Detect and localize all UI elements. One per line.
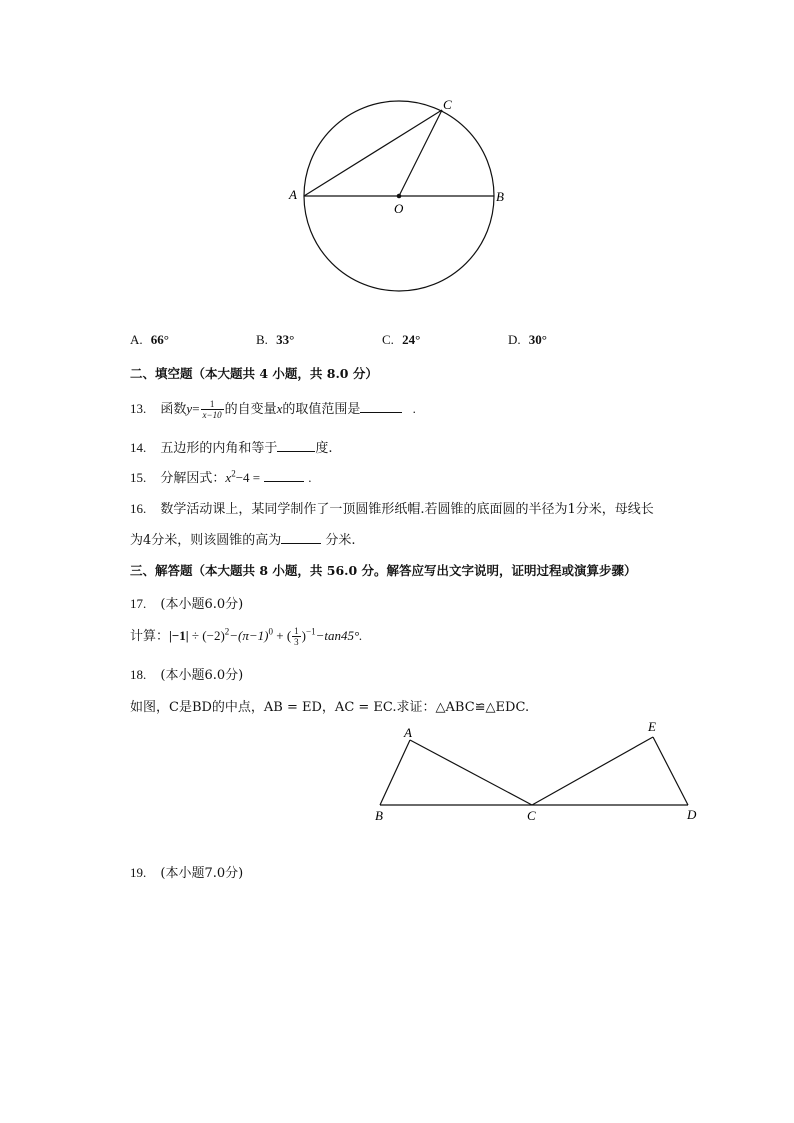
segment-ed — [653, 737, 688, 805]
segment-ab — [380, 740, 410, 805]
triangles-figure — [365, 715, 710, 830]
choice-a-letter: A. — [130, 332, 143, 347]
q17-tan: −tan45°. — [315, 628, 363, 643]
choice-c — [382, 332, 420, 348]
q15-number: 15. — [130, 470, 147, 485]
q17-label: (本小题6.0分) — [160, 597, 244, 612]
q13-text-2: 的自变量 — [224, 402, 277, 417]
q17-close: ) — [301, 628, 307, 643]
question-17-header — [130, 593, 243, 612]
q16-line-1-text: 数学活动课上，某同学制作了一顶圆锥形纸帽.若圆锥的底面圆的半径为1分米，母线长 — [160, 502, 654, 517]
section-3-heading: 三、解答题（本大题共 8 小题，共 56.0 分。解答应写出文字说明，证明过程或演算步骤） — [130, 563, 637, 578]
choice-b-value: 33° — [276, 332, 295, 347]
question-15 — [130, 467, 312, 486]
q17-exp-2: 2 — [224, 626, 230, 637]
q16-line-2-text-a: 为4分米，则该圆锥的高为 — [130, 533, 282, 548]
circle-figure — [280, 90, 520, 305]
q15-expr-rest: −4 = — [235, 470, 261, 485]
question-18-header — [130, 664, 243, 683]
q13-frac-num: 1 — [201, 399, 224, 410]
segment-ac — [410, 740, 532, 805]
q15-expr-x: x — [225, 470, 232, 485]
q17-minus: −(π−1) — [229, 628, 269, 643]
choice-d-value: 30° — [528, 332, 547, 347]
section-2-heading: 二、填空题（本大题共 4 小题，共 8.0 分） — [130, 366, 378, 381]
label-b: B — [496, 189, 504, 204]
choice-c-letter: C. — [382, 332, 394, 347]
q13-y: y — [186, 401, 193, 416]
question-13 — [130, 398, 416, 420]
q15-end: . — [308, 470, 312, 485]
q13-text-1: 函数 — [160, 402, 187, 417]
q15-exponent: 2 — [231, 468, 236, 479]
question-14 — [130, 437, 333, 456]
question-16-line-2 — [130, 529, 356, 548]
q17-abs: |−1| — [169, 628, 189, 643]
question-17-body — [130, 625, 362, 647]
q14-text-1: 五边形的内角和等于 — [160, 441, 278, 456]
q14-blank[interactable] — [277, 439, 315, 452]
q18-label: (本小题6.0分) — [160, 668, 244, 683]
q17-number: 17. — [130, 596, 147, 611]
q13-blank[interactable] — [360, 400, 402, 413]
q17-exp-0: 0 — [268, 626, 273, 637]
q13-frac-den: x−10 — [202, 410, 222, 420]
q19-label: (本小题7.0分) — [160, 866, 244, 881]
q13-eq: = — [192, 401, 200, 416]
q19-number: 19. — [130, 865, 147, 880]
q15-text-1: 分解因式： — [160, 471, 226, 486]
label-a: A — [289, 187, 297, 202]
question-16-line-1 — [130, 498, 654, 517]
label-a: A — [404, 725, 412, 740]
q17-frac-num: 1 — [294, 626, 299, 636]
q16-number: 16. — [130, 501, 147, 516]
q17-fraction — [292, 626, 301, 647]
center-point — [397, 194, 402, 199]
choice-c-value: 24° — [402, 332, 421, 347]
q13-fraction — [201, 399, 224, 420]
q17-frac-den: 3 — [294, 637, 299, 647]
choice-d-letter: D. — [508, 332, 521, 347]
q17-plus: + ( — [273, 628, 292, 643]
label-c: C — [443, 97, 452, 112]
q16-blank[interactable] — [281, 531, 321, 544]
label-c: C — [527, 808, 536, 823]
q15-blank[interactable] — [264, 469, 304, 482]
q13-number: 13. — [130, 401, 147, 416]
q18-number: 18. — [130, 667, 147, 682]
choice-a — [130, 332, 169, 348]
choice-d — [508, 332, 547, 348]
q17-prefix: 计算： — [130, 629, 170, 644]
label-o: O — [394, 201, 404, 216]
question-18-body: 如图，C是BD的中点，AB = ED，AC = EC.求证：△ABC≌△EDC. — [130, 700, 530, 715]
q13-text-3: 的取值范围是 — [282, 402, 361, 417]
q17-exp-neg1: −1 — [306, 626, 316, 637]
label-e: E — [648, 719, 656, 734]
chord-ac — [304, 110, 442, 196]
question-19-header — [130, 862, 243, 881]
q13-x: x — [276, 401, 283, 416]
q14-number: 14. — [130, 440, 147, 455]
q16-line-2-text-b: 分米. — [325, 533, 356, 548]
choice-a-value: 66° — [150, 332, 169, 347]
choice-b — [256, 332, 294, 348]
q14-text-2: 度. — [315, 441, 333, 456]
segment-ce — [532, 737, 653, 805]
label-b: B — [375, 808, 383, 823]
label-d: D — [687, 807, 697, 822]
q17-div: ÷ (−2) — [188, 628, 225, 643]
choice-b-letter: B. — [256, 332, 268, 347]
q13-end: . — [412, 401, 416, 416]
